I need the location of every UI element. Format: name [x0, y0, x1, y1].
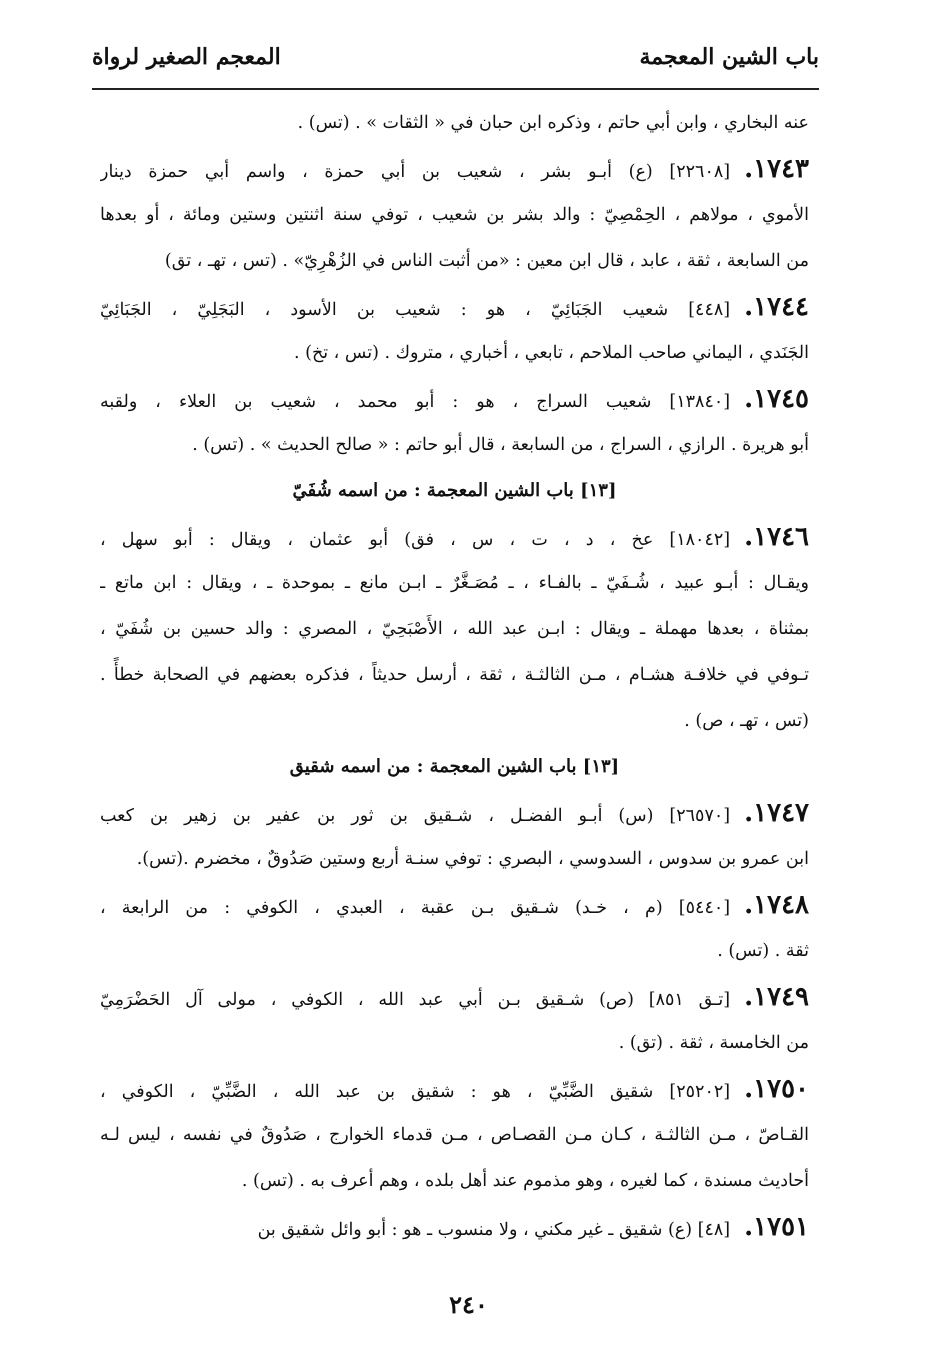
text-line [100, 1158, 809, 1204]
document-body [100, 100, 809, 1250]
entry-first-line [100, 1204, 809, 1250]
line-text: الجَنَدي ، اليماني صاحب الملاحم ، تابعي ، أخباري ، متروك . (تس ، تخ) . [294, 343, 809, 363]
text-line [100, 560, 809, 606]
line-text: عنه البخاري ، وابن أبي حاتم ، وذكره ابن حبان في « الثقات » . (تس) . [297, 113, 809, 133]
line-text: [تـق ٨٥١] (ص) شـقيق بـن أبي عبد الله ، الكوفي ، مولى آل الحَضْرَمِيّ [100, 990, 731, 1010]
text-line [100, 652, 809, 698]
entry-first-line [100, 146, 809, 192]
text-line [100, 422, 809, 468]
entry-first-line [100, 376, 809, 422]
section-heading: [١٣] باب الشين المعجمة : من اسمه شقيق [289, 756, 620, 777]
text-line [100, 1020, 809, 1066]
header-rule [92, 88, 819, 90]
line-text: [٤٨] (ع) شقيق ـ غير مكني ، ولا منسوب ـ هو : أبو وائل شقيق بن [257, 1220, 731, 1240]
entry-number: ١٧٤٧. [744, 798, 809, 828]
entry-number: ١٧٤٦. [744, 522, 809, 552]
text-line [100, 928, 809, 974]
line-text: [١٣٨٤٠] شعيب السراج ، هو : أبو محمد ، شعيب بن العلاء ، ولقبه [100, 392, 731, 412]
text-line [100, 238, 809, 284]
entry-first-line [100, 974, 809, 1020]
line-text: أبو هريرة . الرازي ، السراج ، من السابعة ، قال أبو حاتم : « صالح الحديث » . (تس) . [192, 435, 809, 455]
entry-first-line [100, 1066, 809, 1112]
entry-first-line [100, 514, 809, 560]
line-text: [٥٤٤٠] (م ، خـد) شـقيق بـن عقبة ، العبدي ، الكوفي : من الرابعة ، [100, 898, 731, 918]
line-text: ويقـال : أبـو عبيد ، شُـفَيّ ـ بالفـاء ، ـ مُصَـغَّرٌ ـ ابـن مانع ـ بموحدة ـ ، ويقال : ابن ماتع ـ [100, 573, 809, 593]
page-number: ٢٤٠ [449, 1290, 488, 1319]
entry-number: ١٧٤٣. [744, 154, 809, 184]
line-text: ابن عمرو بن سدوس ، السدوسي ، البصري : توفي سنـة أربع وستين صَدُوقٌ ، مخضرم .(تس). [136, 849, 809, 869]
entry-first-line [100, 882, 809, 928]
line-text: (تس ، تهـ ، ص) . [684, 711, 809, 731]
line-text: تـوفي في خلافـة هشـام ، مـن الثالثـة ، ثقة ، أرسل حديثاً ، فذكره بعضهم في الصحابة خطأً . [100, 665, 809, 685]
line-text: الأموي ، مولاهم ، الحِمْصِيّ : والد بشر بن شعيب ، توفي سنة اثنتين وستين ومائة ، أو بعدها [100, 205, 809, 225]
page-header [92, 38, 819, 86]
entry-number: ١٧٤٤. [744, 292, 809, 322]
line-text: بمثناة ، بعدها مهملة ـ ويقال : ابـن عبد الله ، الأَصْبَحِيّ ، المصري : والد حسين بن شُفَيّ ، [100, 619, 809, 639]
entry-number: ١٧٤٨. [744, 890, 809, 920]
line-text: [٤٤٨] شعيب الجَبَائِيّ ، هو : شعيب بن الأسود ، البَجَلِيّ ، الجَبَائِيّ [100, 300, 731, 320]
text-line [100, 100, 809, 146]
line-text: ثقة . (تس) . [717, 941, 809, 961]
book-title: المعجم الصغير لرواة [92, 44, 281, 70]
section-heading: [١٣] باب الشين المعجمة : من اسمه شُفَيّ [292, 480, 617, 501]
entry-number: ١٧٥٠. [744, 1074, 809, 1104]
entry-number: ١٧٤٥. [744, 384, 809, 414]
entry-first-line [100, 790, 809, 836]
line-text: [١٨٠٤٢] عخ ، د ، ت ، س ، فق) أبو عثمان ، ويقال : أبو سهل ، [100, 530, 731, 550]
line-text: [٢٦٥٧٠] (س) أبـو الفضـل ، شـقيق بن ثور بن عفير بن زهير بن كعب [100, 806, 731, 826]
text-line [100, 606, 809, 652]
chapter-title: باب الشين المعجمة [639, 44, 819, 70]
line-text: من الخامسة ، ثقة . (تق) . [618, 1033, 809, 1053]
line-text: القـاصّ ، مـن الثالثـة ، كـان مـن القصـاص ، مـن قدماء الخوارج ، صَدُوقٌ في نفسه ، ليس لـه [100, 1125, 809, 1145]
text-line [100, 192, 809, 238]
entry-number: ١٧٥١. [744, 1212, 809, 1242]
text-line [100, 698, 809, 744]
line-text: أحاديث مسندة ، كما لغيره ، وهو مذموم عند أهل بلده ، وهم أعرف به . (تس) . [241, 1171, 809, 1191]
text-line [100, 1112, 809, 1158]
line-text: [٢٥٢٠٢] شقيق الضَّبِّيّ ، هو : شقيق بن عبد الله ، الضَّبِّيّ ، الكوفي ، [100, 1082, 731, 1102]
line-text: [٢٢٦٠٨] (ع) أبـو بشر ، شعيب بن أبي حمزة ، واسم أبي حمزة دينار [100, 162, 731, 182]
line-text: من السابعة ، ثقة ، عابد ، قال ابن معين : «من أثبت الناس في الزُهْرِيّ» . (تس ، تهـ ، تق) [164, 251, 809, 271]
text-line [100, 330, 809, 376]
entry-number: ١٧٤٩. [744, 982, 809, 1012]
text-line [100, 836, 809, 882]
entry-first-line [100, 284, 809, 330]
